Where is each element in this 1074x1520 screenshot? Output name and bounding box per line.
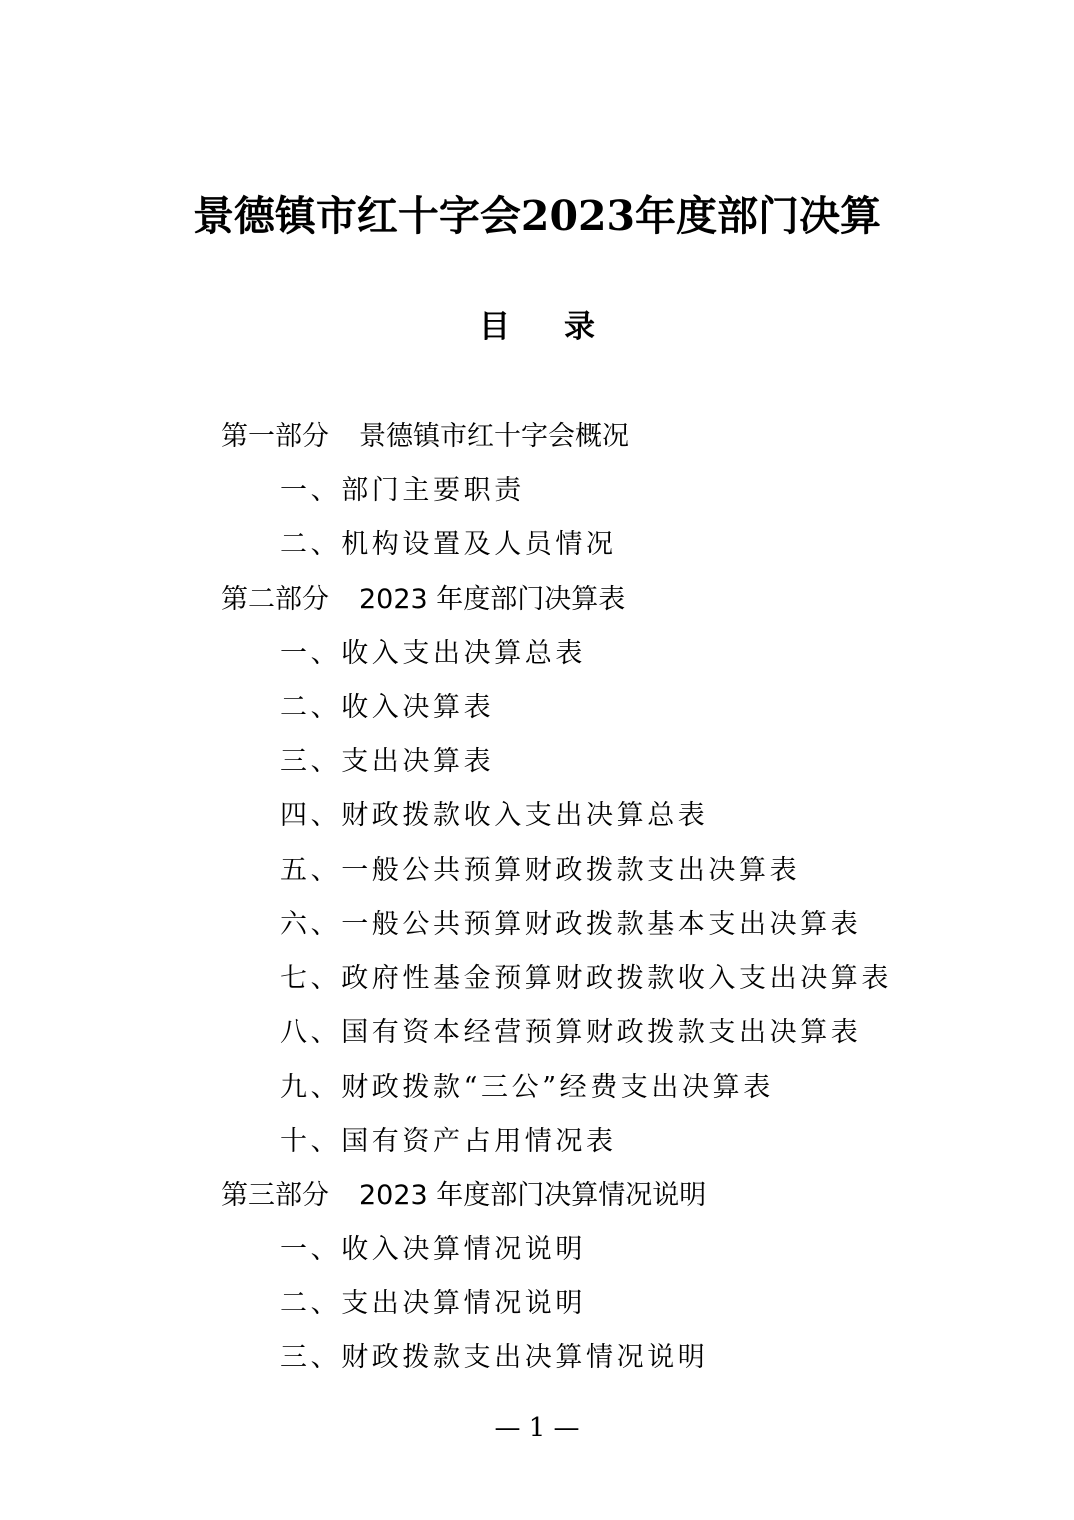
toc-item[interactable]: 三、支出决算表 [280,746,495,777]
toc-item[interactable]: 七、政府性基金预算财政拨款收入支出决算表 [280,963,892,994]
toc-part-3[interactable] [221,1169,706,1223]
toc-item[interactable]: 二、收入决算表 [280,692,495,723]
toc-item[interactable]: 四、财政拨款收入支出决算总表 [280,800,709,831]
toc-item[interactable]: 九、财政拨款“三公”经费支出决算表 [280,1072,774,1103]
toc-part-title: 2023 年度部门决算表 [359,584,626,615]
toc-item[interactable]: 十、国有资产占用情况表 [280,1126,617,1157]
toc-part-2[interactable] [221,573,625,627]
toc-item[interactable]: 三、财政拨款支出决算情况说明 [280,1342,709,1373]
toc-item[interactable]: 六、一般公共预算财政拨款基本支出决算表 [280,909,862,940]
toc-part-label: 第二部分 [221,584,329,615]
document-title: 景德镇市红十字会2023年度部门决算 [192,192,882,240]
toc-item[interactable]: 一、收入支出决算总表 [280,638,586,669]
toc-item[interactable]: 八、国有资本经营预算财政拨款支出决算表 [280,1017,862,1048]
toc-part-title: 2023 年度部门决算情况说明 [359,1180,707,1211]
toc-item[interactable]: 二、支出决算情况说明 [280,1288,586,1319]
toc-item[interactable]: 一、部门主要职责 [280,475,525,506]
toc-part-label: 第一部分 [221,421,329,452]
toc-part-1[interactable] [221,410,629,464]
toc-item[interactable]: 一、收入决算情况说明 [280,1234,586,1265]
toc-heading: 目录 [479,309,649,345]
toc-item[interactable]: 五、一般公共预算财政拨款支出决算表 [280,855,801,886]
toc-item[interactable]: 二、机构设置及人员情况 [280,529,617,560]
toc-part-title: 景德镇市红十字会概况 [359,421,629,452]
toc-part-label: 第三部分 [221,1180,329,1211]
page-number: — 1 — [494,1413,580,1443]
